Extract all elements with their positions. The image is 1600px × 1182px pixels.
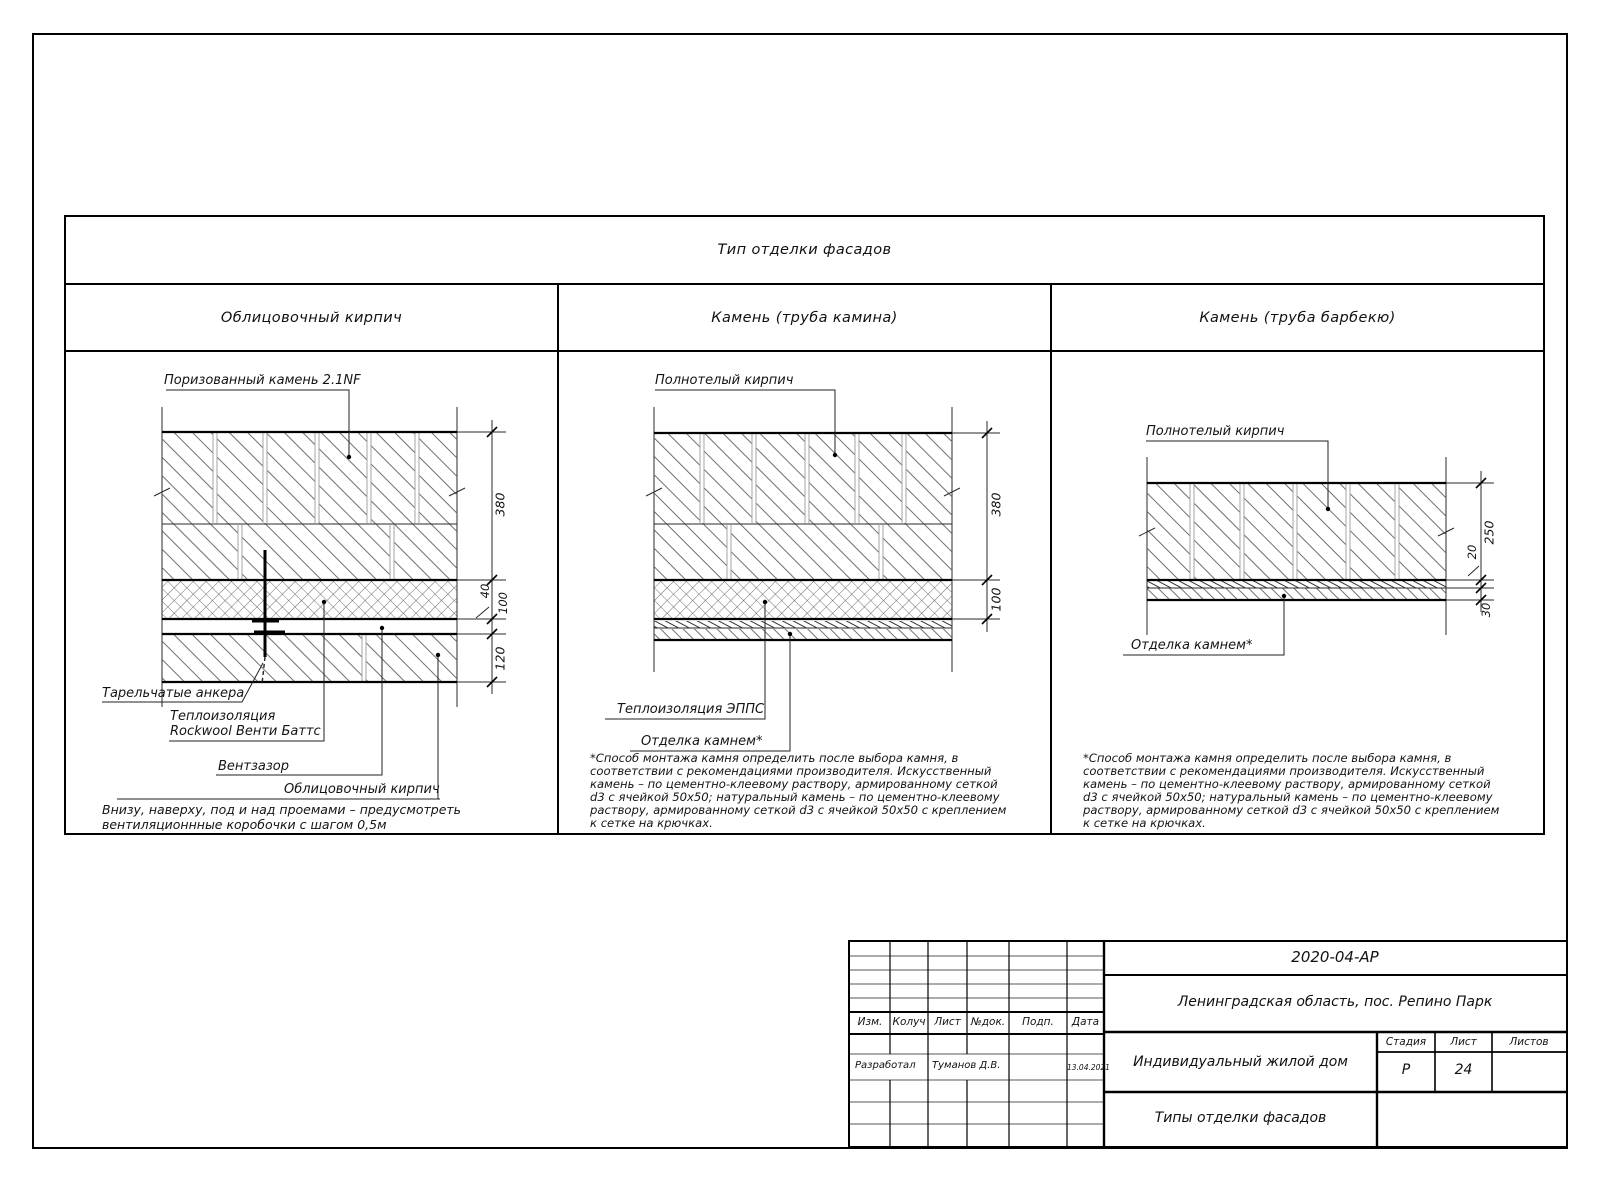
stone-mounting-footnote xyxy=(590,752,1006,830)
footnote-line: *Способ монтажа камня определить после выбора камня, в xyxy=(1083,751,1452,765)
rev-header-izm: Изм. xyxy=(857,1016,883,1028)
stage-value: Р xyxy=(1401,1062,1411,1078)
dim-250: 250 xyxy=(1481,520,1497,545)
project-code: 2020-04-АР xyxy=(1291,948,1379,966)
developed-by: Туманов Д.В. xyxy=(932,1060,1001,1071)
object-name: Индивидуальный жилой дом xyxy=(1133,1054,1348,1070)
column-title-brick: Облицовочный кирпич xyxy=(66,285,559,350)
sheet-name: Типы отделки фасадов xyxy=(1154,1110,1327,1126)
dim-380: 380 xyxy=(988,492,1004,517)
rev-header-sign: Подп. xyxy=(1022,1016,1054,1028)
footnote-line: камень – по цементно-клеевому раствору, армированному сеткой xyxy=(590,777,998,791)
footnote-line: d3 с ячейкой 50х50; натуральный камень – по цементно-клеевому xyxy=(1083,790,1493,804)
footnote-line: к сетке на крючках. xyxy=(1083,816,1206,830)
label-porous-stone: Поризованный камень 2.1NF xyxy=(164,373,361,388)
label-air-gap: Вентзазор xyxy=(218,759,289,774)
label-insulation-line1: Теплоизоляция xyxy=(170,709,276,724)
footnote-line: раствору, армированному сеткой d3 с ячейкой 50х50 с креплением xyxy=(1083,803,1500,817)
ventilation-note-line1: Внизу, наверху, под и над проемами – предусмотреть xyxy=(102,802,462,817)
footnote-line: d3 с ячейкой 50х50; натуральный камень – по цементно-клеевому xyxy=(590,790,1000,804)
developed-date: 13.04.2021 xyxy=(1067,1063,1110,1072)
panel-stone-barbecue xyxy=(1052,352,1543,833)
footnote-line: раствору, армированному сеткой d3 с ячейкой 50х50 с креплением xyxy=(590,803,1007,817)
facade-types-table xyxy=(64,215,1545,835)
label-solid-brick: Полнотелый кирпич xyxy=(655,373,794,388)
rev-header-doc: №док. xyxy=(970,1016,1006,1028)
label-insulation-line2: Rockwool Венти Баттс xyxy=(170,724,321,739)
sheet-number: 24 xyxy=(1454,1062,1473,1078)
developed-label: Разработал xyxy=(855,1060,916,1071)
footnote-line: камень – по цементно-клеевому раствору, армированному сеткой xyxy=(1083,777,1491,791)
table-header-row xyxy=(66,285,1543,352)
label-stone-finish: Отделка камнем* xyxy=(1131,638,1253,653)
column-title-stone-fireplace: Камень (труба камина) xyxy=(559,285,1052,350)
sheet-label: Лист xyxy=(1450,1036,1477,1048)
footnote-line: *Способ монтажа камня определить после выбора камня, в xyxy=(590,751,959,765)
label-insulation-epps: Теплоизоляция ЭППС xyxy=(617,702,765,717)
footnote-line: к сетке на крючках. xyxy=(590,816,713,830)
dim-100: 100 xyxy=(988,587,1004,612)
sheets-total-label: Листов xyxy=(1509,1036,1549,1048)
rev-header-list: Лист xyxy=(934,1016,961,1028)
column-title-stone-barbecue: Камень (труба барбекю) xyxy=(1199,309,1396,326)
panel-stone-fireplace xyxy=(559,352,1052,833)
panel-facing-brick xyxy=(66,352,559,833)
stage-label: Стадия xyxy=(1385,1036,1427,1048)
dim-100: 100 xyxy=(496,592,510,614)
footnote-line: соответствии с рекомендациями производителя. Искусственный xyxy=(1083,764,1485,778)
title-block xyxy=(848,940,1568,1148)
footnote-line: соответствии с рекомендациями производителя. Искусственный xyxy=(590,764,992,778)
dim-120: 120 xyxy=(492,646,508,671)
table-body xyxy=(66,352,1543,833)
dim-40: 40 xyxy=(478,583,492,599)
project-location: Ленинградская область, пос. Репино Парк xyxy=(1177,994,1493,1010)
ventilation-note-line2: вентиляционнные коробочки с шагом 0,5м xyxy=(102,817,387,832)
table-title: Тип отделки фасадов xyxy=(66,217,1543,285)
dim-20: 20 xyxy=(1465,544,1479,560)
label-facing-brick: Облицовочный кирпич xyxy=(284,782,440,797)
dim-30: 30 xyxy=(1479,602,1493,618)
ventilation-note xyxy=(102,802,461,832)
dim-380: 380 xyxy=(492,492,508,517)
stone-mounting-footnote xyxy=(1083,752,1499,830)
label-stone-finish: Отделка камнем* xyxy=(641,734,763,749)
rev-header-date: Дата xyxy=(1071,1016,1100,1028)
label-solid-brick: Полнотелый кирпич xyxy=(1146,424,1285,439)
rev-header-kol: Колуч xyxy=(892,1016,926,1028)
label-plate-anchors: Тарельчатые анкера xyxy=(102,686,245,701)
